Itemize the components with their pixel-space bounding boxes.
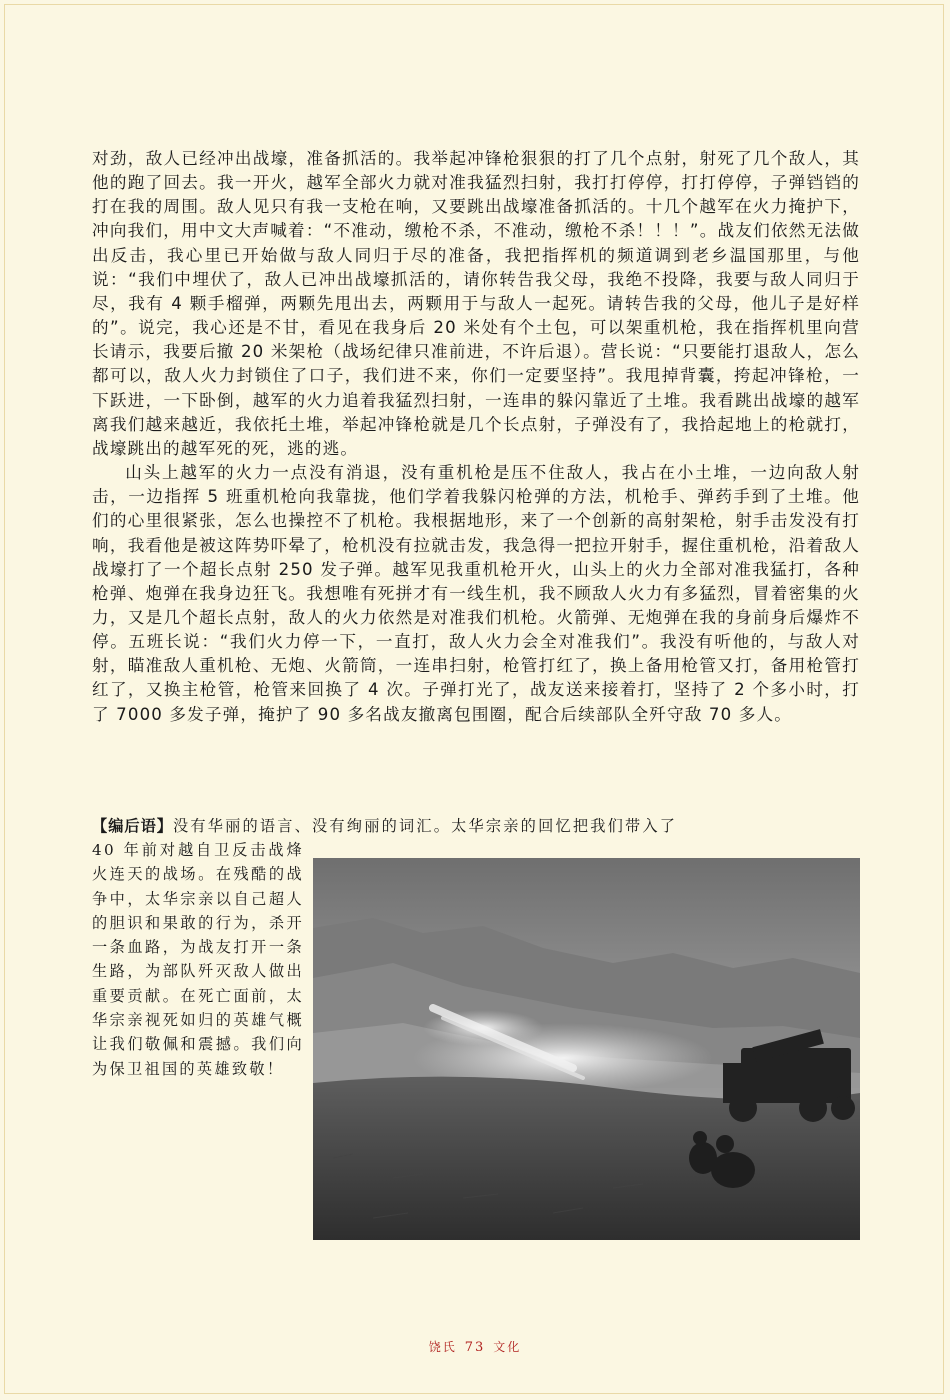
article-paragraph-1: 对劲，敌人已经冲出战壕，准备抓活的。我举起冲锋枪狠狠的打了几个点射，射死了几个敌人，其他的跑了回去。我一开火，越军全部火力就对准我猛烈扫射，我打打停停，打打停停，子弹铛铛的打在我的周围。敌人见只有我一支枪在响，又要跳出战壕准备抓活的。十几个越军在火力掩护下，冲向我们，用中文大声喊着：“不准动，缴枪不杀，不准动，缴枪不杀！！！”。战友们依然无法做出反击，我心里已开始做与敌人同归于尽的准备，我把指挥机的频道调到老乡温国那里，与他说：“我们中埋伏了，敌人已冲出战壕抓活的，请你转告我父母，我绝不投降，我要与敌人同归于尽，我有 4 颗手榴弹，两颗先甩出去，两颗用于与敌人一起死。请转告我的父母，他儿子是好样的”。说完，我心还是不甘，看见在我身后 20 米处有个土包，可以架重机枪，我在指挥机里向营长请示，我要后撤 20 米架枪（战场纪律只准前进，不许后退）。营长说：“只要能打退敌人，怎么都可以，敌人火力封锁住了口子，我们进不来，你们一定要坚持”。我甩掉背囊，挎起冲锋枪，一下跃进，一下卧倒，越军的火力追着我猛烈扫射，一连串的躲闪靠近了土堆。我看跳出战壕的越军离我们越来越近，我依托土堆，举起冲锋枪就是几个长点射，子弹没有了，我拾起地上的枪就打，战壕跳出的越军死的死，逃的逃。 [92,149,860,458]
editor-note-lead: 【编后语】 [92,817,173,835]
battlefield-photo [313,858,860,1240]
article-body [92,147,860,727]
editor-note-text: 40 年前对越自卫反击战烽火连天的战场。在残酷的战争中，太华宗亲以自己超人的胆识和果敢的行为，杀开一条血路，为战友打开一条生路，为部队歼灭敌人做出重要贡献。在死亡面前，太华宗亲视死如归的英雄气概让我们敬佩和震撼。我们向为保卫祖国的英雄致敬！ [92,841,304,1078]
footer-publication: 饶氏 [428,1340,457,1354]
rocket-launcher-battlefield-photo-icon [313,858,860,1240]
footer-section: 文化 [493,1340,522,1354]
article-paragraph-2: 山头上越军的火力一点没有消退，没有重机枪是压不住敌人，我占在小土堆，一边向敌人射击，一边指挥 5 班重机枪向我靠拢，他们学着我躲闪枪弹的方法，机枪手、弹药手到了土堆。他们的心里很紧张，怎么也操控不了机枪。我根据地形，来了一个创新的高射架枪，射手击发没有打响，我看他是被这阵势吓晕了，枪机没有拉就击发，我急得一把拉开射手，握住重机枪，沿着敌人战壕打了一个超长点射 250 发子弹。越军见我重机枪开火，山头上的火力全部对准我猛打，各种枪弹、炮弹在我身边狂飞。我想唯有死拼才有一线生机，我不顾敌人火力有多猛烈，冒着密集的火力，又是几个超长点射，敌人的火力依然是对准我们机枪。火箭弹、无炮弹在我的身前身后爆炸不停。五班长说：“我们火力停一下，一直打，敌人火力会全对准我们”。我没有听他的，与敌人对射，瞄准敌人重机枪、无炮、火箭筒，一连串扫射，枪管打红了，换上备用枪管又打，备用枪管打红了，又换主枪管，枪管来回换了 4 次。子弹打光了，战友送来接着打，坚持了 2 个多小时，打了 7000 多发子弹，掩护了 90 多名战友撤离包围圈，配合后续部队全歼守敌 70 多人。 [92,463,860,724]
editor-note-first-line [92,814,860,838]
editor-note-line-text: 没有华丽的语言、没有绚丽的词汇。太华宗亲的回忆把我们带入了 [172,817,678,835]
page-number: 73 [464,1340,486,1355]
page-footer [0,1338,950,1355]
